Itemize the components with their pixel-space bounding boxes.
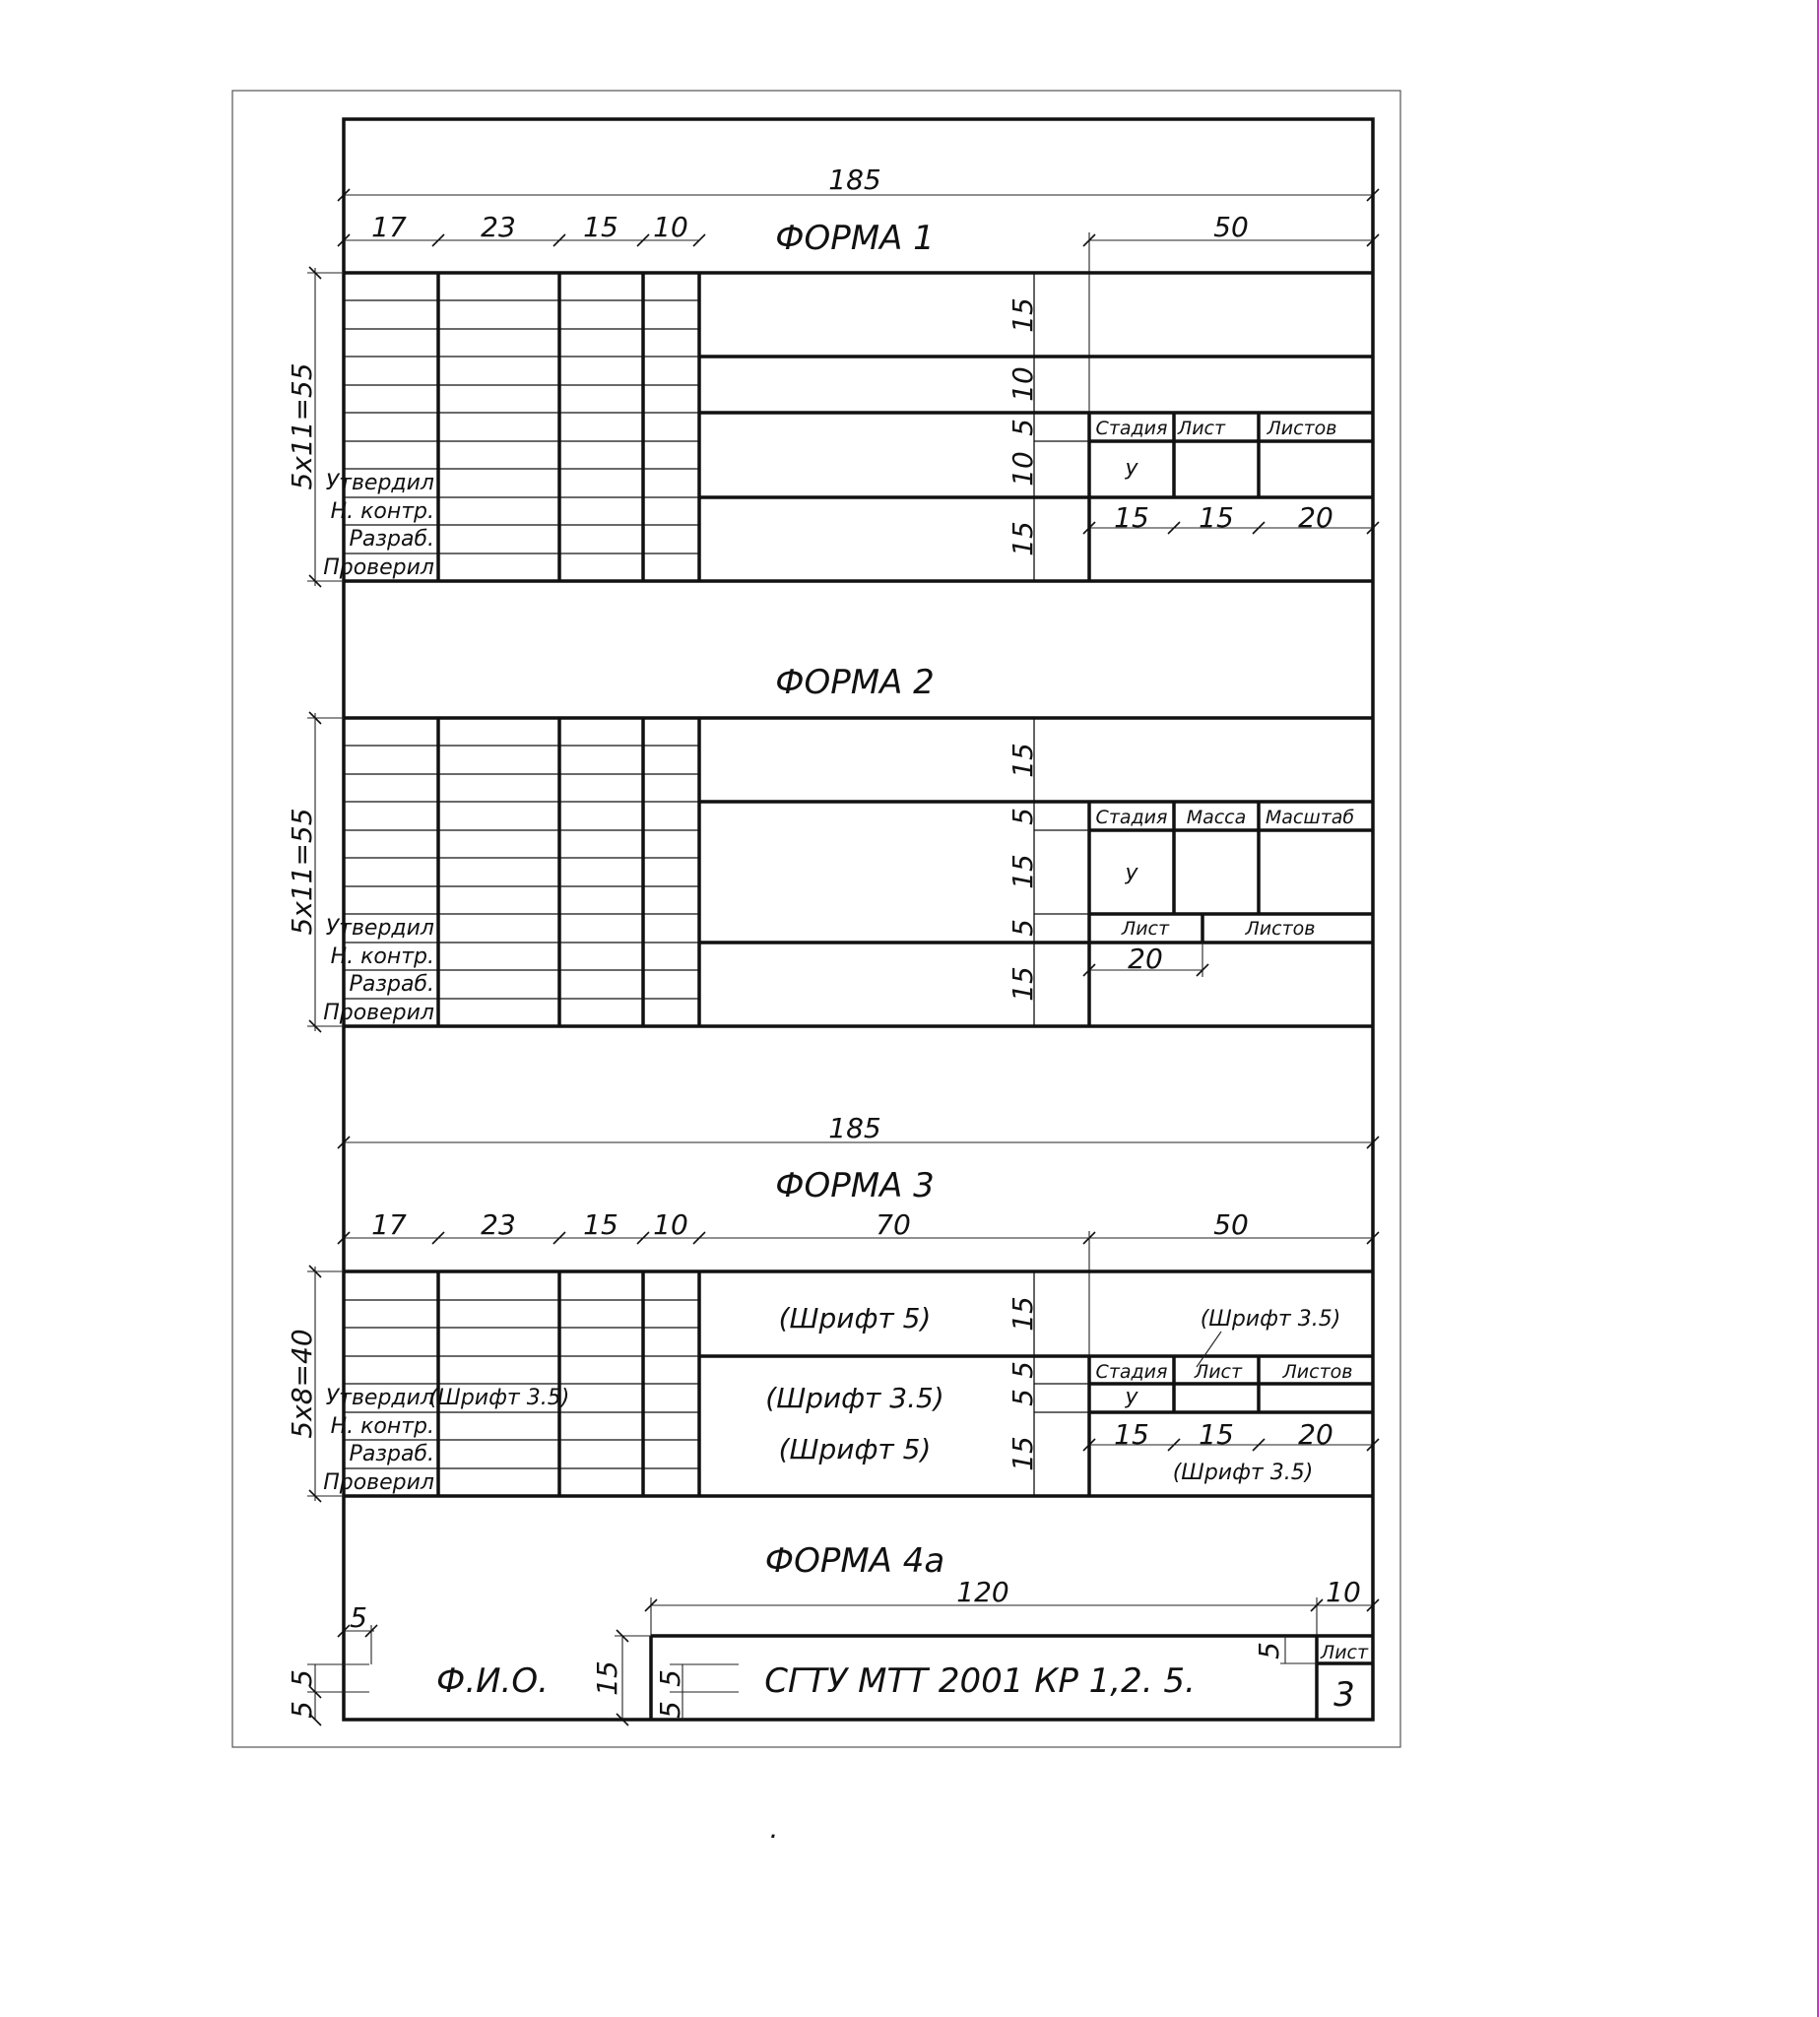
- form-3-box-header-1: Стадия: [1095, 1361, 1168, 1383]
- form-2-title: ФОРМА 2: [775, 663, 935, 702]
- form-3-font-note-upper-right: (Шрифт 3.5): [1200, 1307, 1341, 1332]
- form-3-sign-label-2: Н. контр.: [330, 1414, 434, 1439]
- form-4a: [286, 1541, 1379, 1725]
- form-3-font-note-mid: (Шрифт 3.5): [765, 1382, 944, 1414]
- form-1-box-dim-3: 20: [1298, 501, 1333, 534]
- form-3-sign-label-4: Проверил: [323, 1470, 434, 1495]
- form-4a-doc-code: СГТУ МТТ 2001 КР 1,2. 5.: [764, 1661, 1196, 1701]
- form-1-col-dim-15: 15: [583, 211, 618, 243]
- form-3-font-note-sign-col: (Шрифт 3.5): [428, 1386, 570, 1410]
- form-1-height-note: 5x11=55: [286, 362, 318, 490]
- form-1-box-header-2: Лист: [1177, 418, 1226, 439]
- form-2-sign-label-4: Проверил: [323, 1001, 434, 1025]
- form-3-box-header-2: Лист: [1194, 1361, 1243, 1383]
- form-3-row-dim-1: 15: [1007, 1296, 1039, 1332]
- form-1-col-dim-50: 50: [1213, 211, 1249, 243]
- form-4a-width-dim-10: 10: [1326, 1576, 1361, 1608]
- form-4a-width-dim-120: 120: [956, 1576, 1009, 1608]
- form-4a-height-dim-15: 15: [591, 1660, 623, 1696]
- footer-mark: .: [769, 1812, 779, 1845]
- form-2-height-note: 5x11=55: [286, 808, 318, 936]
- form-3-col-dim-50: 50: [1213, 1208, 1249, 1241]
- form-2-sign-label-3: Разраб.: [349, 972, 434, 997]
- form-2: [286, 663, 1373, 1032]
- form-4a-sheet-label: Лист: [1320, 1642, 1369, 1663]
- form-1-row-dim-1: 15: [1007, 297, 1039, 333]
- form-1-sign-label-3: Разраб.: [349, 527, 434, 552]
- form-3-box-header-3: Листов: [1282, 1361, 1353, 1383]
- form-3-box-dim-3: 20: [1298, 1418, 1333, 1451]
- form-3-col-dim-23: 23: [481, 1208, 516, 1241]
- form-4a-inner-dim-5: 5: [654, 1669, 686, 1687]
- form-3-col-dim-10: 10: [653, 1208, 688, 1241]
- form-4a-left-dim-5a: 5: [286, 1669, 318, 1687]
- form-1-box-header-1: Стадия: [1095, 418, 1168, 439]
- form-1-box-header-3: Листов: [1267, 418, 1337, 439]
- form-4a-fio: Ф.И.О.: [436, 1661, 549, 1701]
- form-3-height-note: 5x8=40: [286, 1329, 318, 1439]
- form-3-width-dim: 185: [828, 1112, 881, 1144]
- form-3-font-note-upper: (Шрифт 5): [778, 1302, 932, 1334]
- form-1-col-dim-17: 17: [371, 211, 407, 243]
- form-3-row-dim-2: 5: [1007, 1361, 1039, 1379]
- form-3-col-dim-70: 70: [876, 1208, 911, 1241]
- form-4a-right-dim-5: 5: [1253, 1642, 1285, 1659]
- form-2-row-dim-1: 15: [1007, 743, 1039, 778]
- form-3-col-dim-17: 17: [371, 1208, 407, 1241]
- form-4a-sheet-number: 3: [1333, 1675, 1355, 1715]
- form-2-lower-header-2: Листов: [1245, 918, 1316, 940]
- form-1-sign-label-2: Н. контр.: [330, 499, 434, 524]
- form-3-title: ФОРМА 3: [775, 1166, 935, 1205]
- form-3-sign-label-1: Утвердил: [325, 1386, 434, 1410]
- form-2-sign-label-1: Утвердил: [325, 916, 434, 941]
- form-2-stage-value: у: [1125, 861, 1138, 885]
- form-3-row-dim-4: 15: [1007, 1436, 1039, 1471]
- form-1-row-dim-5: 15: [1007, 521, 1039, 556]
- form-1-col-dim-10: 10: [653, 211, 688, 243]
- form-3-box-dim-2: 15: [1199, 1418, 1234, 1451]
- form-1-row-dim-3: 5: [1007, 419, 1039, 436]
- form-1-row-dim-4: 10: [1007, 451, 1039, 487]
- form-2-box-header-3: Масштаб: [1265, 807, 1355, 828]
- form-3-stage-value: у: [1125, 1385, 1138, 1409]
- form-3-sign-label-3: Разраб.: [349, 1442, 434, 1466]
- form-1-col-dim-23: 23: [481, 211, 516, 243]
- form-4a-title: ФОРМА 4а: [764, 1541, 945, 1581]
- form-2-box-header-1: Стадия: [1095, 807, 1168, 828]
- form-3-col-dim-15: 15: [583, 1208, 618, 1241]
- form-1-sign-label-4: Проверил: [323, 555, 434, 580]
- form-4a-left-dim-5b: 5: [286, 1701, 318, 1719]
- form-2-row-dim-5: 15: [1007, 966, 1039, 1002]
- form-3-row-dim-3: 5: [1007, 1389, 1039, 1406]
- form-1-row-dim-2: 10: [1007, 366, 1039, 402]
- form-2-lower-header-1: Лист: [1121, 918, 1170, 940]
- form-1-box-dim-2: 15: [1199, 501, 1234, 534]
- form-3: [286, 1112, 1379, 1502]
- form-2-row-dim-3: 15: [1007, 854, 1039, 889]
- form-1-width-dim: 185: [828, 163, 881, 196]
- form-4a-inner-dim-5b: 5: [654, 1701, 686, 1719]
- form-1-stage-value: у: [1125, 456, 1138, 481]
- form-4a-top-left-dim-5: 5: [350, 1601, 367, 1634]
- form-1: [286, 163, 1379, 587]
- form-2-row-dim-2: 5: [1007, 808, 1039, 825]
- form-3-font-note-lower: (Шрифт 5): [778, 1433, 932, 1465]
- form-2-sign-label-2: Н. контр.: [330, 944, 434, 969]
- form-2-box-header-2: Масса: [1186, 807, 1247, 828]
- form-1-sign-label-1: Утвердил: [325, 471, 434, 495]
- form-1-title: ФОРМА 1: [775, 219, 935, 258]
- form-3-font-note-lower-right: (Шрифт 3.5): [1172, 1461, 1314, 1485]
- form-2-lower-dim: 20: [1128, 943, 1163, 975]
- form-2-row-dim-4: 5: [1007, 919, 1039, 937]
- form-1-box-dim-1: 15: [1114, 501, 1149, 534]
- form-3-box-dim-1: 15: [1114, 1418, 1149, 1451]
